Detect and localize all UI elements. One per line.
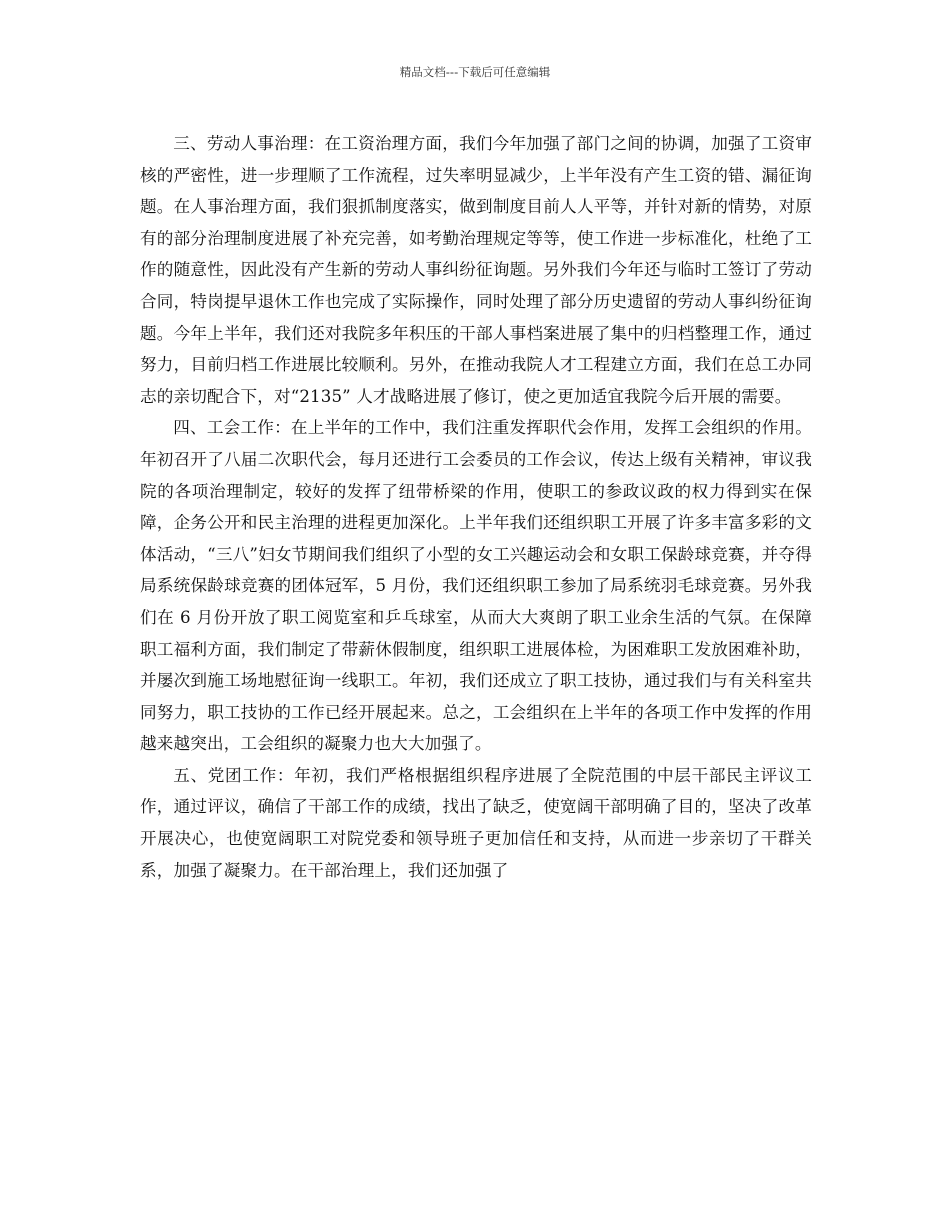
page-header: 精品文档---下载后可任意编辑 bbox=[399, 65, 551, 79]
paragraph-trade-union: 四、工会工作：在上半年的工作中，我们注重发挥职代会作用，发挥工会组织的作用。年初召开了八届二次职代会，每月还进行工会委员的工作会议，传达上级有关精神，审议我院的各项治理制定，较好的发挥了纽带桥梁的作用，使职工的参政议政的权力得到实在保障，企务公开和民主治理的进程更加深化。上半年我们还组织职工开展了许多丰富多彩的文体活动，“三八”妇女节期间我们组织了小型的女工兴趣运动会和女职工保龄球竞赛，并夺得局系统保龄球竞赛的团体冠军，5 月份，我们还组织职工参加了局系统羽毛球竞赛。另外我们在 6 月份开放了职工阅览室和乒乓球室，从而大大爽朗了职工业余生活的气氛。在保障职工福利方面，我们制定了带薪休假制度，组织职工进展体检，为困难职工发放困难补助，并屡次到施工场地慰征询一线职工。年初，我们还成立了职工技协，通过我们与有关科室共同努力，职工技协的工作已经开展起来。总之，工会组织在上半年的各项工作中发挥的作用越来越突出，工会组织的凝聚力也大大加强了。 bbox=[140, 418, 812, 754]
paragraph-labor-personnel: 三、劳动人事治理：在工资治理方面，我们今年加强了部门之间的协调，加强了工资审核的严密性，进一步理顺了工作流程，过失率明显减少，上半年没有产生工资的错、漏征询题。在人事治理方面，我们狠抓制度落实，做到制度目前人人平等，并针对新的情势，对原有的部分治理制度进展了补充完善，如考勤治理规定等等，使工作进一步标准化，杜绝了工作的随意性，因此没有产生新的劳动人事纠纷征询题。另外我们今年还与临时工签订了劳动合同，特岗提早退休工作也完成了实际操作，同时处理了部分历史遗留的劳动人事纠纷征询题。今年上半年，我们还对我院多年积压的干部人事档案进展了集中的归档整理工作，通过努力，目前归档工作进展比较顺利。另外，在推动我院人才工程建立方面，我们在总工办同志的亲切配合下，对“2135” 人才战略进展了修订，使之更加适宜我院今后开展的需要。 bbox=[140, 134, 812, 406]
document-body bbox=[140, 128, 812, 886]
paragraph-party-league: 五、党团工作：年初，我们严格根据组织程序进展了全院范围的中层干部民主评议工作，通过评议，确信了干部工作的成绩，找出了缺乏，使宽阔干部明确了目的，坚决了改革开展决心，也使宽阔职工对院党委和领导班子更加信任和支持，从而进一步亲切了干群关系，加强了凝聚力。在干部治理上，我们还加强了 bbox=[140, 765, 812, 880]
